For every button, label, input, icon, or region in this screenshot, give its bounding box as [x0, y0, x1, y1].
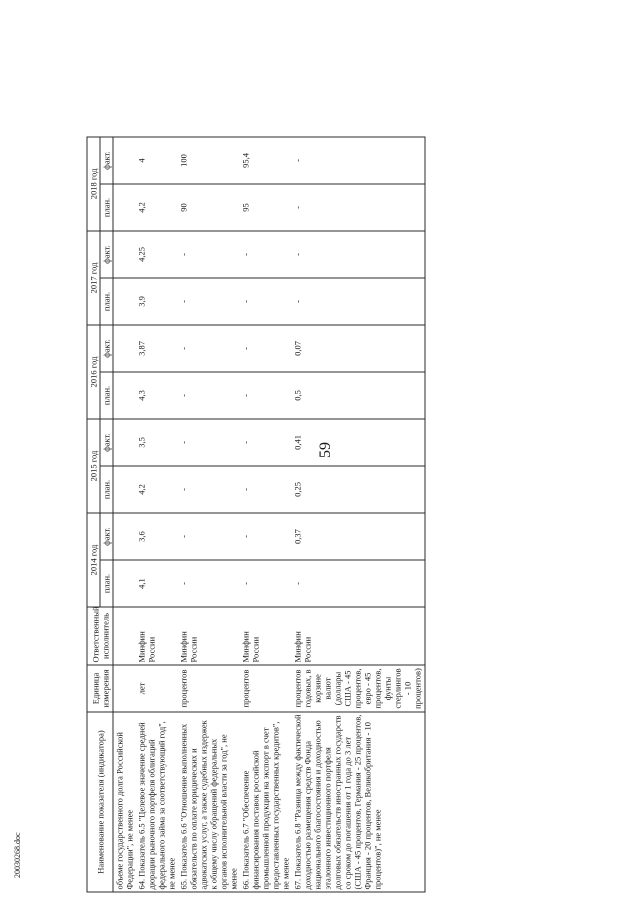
col-header-year: 2018 год	[87, 137, 100, 231]
col-header-name: Наименование показателя (индикатора)	[87, 712, 113, 892]
value-cell: -	[292, 278, 425, 325]
value-cell	[113, 231, 136, 278]
value-cell: 4,1	[136, 560, 178, 607]
col-header-responsible: Ответственный исполнитель	[87, 607, 113, 665]
value-cell: 95,4	[240, 137, 292, 184]
indicator-name: 65. Показатель 6.6 "Отношение выполненных обязательств по оплате юридических и адвокатских услуг, а также судебных издержек к общему числу обращений федеральных органов исполнительной власти за год", не менее	[178, 712, 240, 892]
value-cell: 90	[178, 184, 240, 231]
value-cell: -	[292, 137, 425, 184]
value-cell: 3,5	[136, 419, 178, 466]
unit-cell: процентов	[240, 665, 292, 712]
col-header-year: 2015 год	[87, 419, 100, 513]
value-cell: -	[178, 466, 240, 513]
value-cell	[113, 184, 136, 231]
table-row	[113, 137, 136, 892]
unit-cell: процентов годовых, в корзине валют (доллары США - 45 процентов, евро - 45 процентов, фунты стерлингов - 10 процентов)	[292, 665, 425, 712]
value-cell	[113, 278, 136, 325]
value-cell: -	[178, 278, 240, 325]
col-header-year: 2017 год	[87, 231, 100, 325]
value-cell	[113, 513, 136, 560]
value-cell: 4,2	[136, 466, 178, 513]
value-cell: 0,07	[292, 325, 425, 372]
value-cell	[113, 372, 136, 419]
value-cell	[113, 419, 136, 466]
value-cell: -	[178, 513, 240, 560]
value-cell: -	[240, 325, 292, 372]
indicator-name: 64. Показатель 6.5 "Целевое значение средней дюрации рыночного портфеля облигаций федерального займа за соответствующий год", не менее	[136, 712, 178, 892]
value-cell: -	[240, 513, 292, 560]
responsible-cell: Минфин России	[136, 607, 178, 665]
value-cell: -	[292, 184, 425, 231]
value-cell: -	[178, 325, 240, 372]
footer-filename: 20030268.doc	[13, 832, 22, 878]
col-header-plan: план.	[100, 184, 113, 231]
indicator-name: 67. Показатель 6.8 "Разница между фактической доходностью размещения средств Фонда национального благосостояния и доходностью эталонного инвестиционного портфеля долговых обязательств иностранных государств со сроком до погашения от 1 года до 3 лет (США - 45 процентов, Германия - 25 процентов, Франция - 20 процентов, Великобритания - 10 процентов)", не менее	[292, 712, 425, 892]
value-cell: 4,3	[136, 372, 178, 419]
col-header-plan: план.	[100, 466, 113, 513]
value-cell: -	[292, 231, 425, 278]
col-header-plan: план.	[100, 278, 113, 325]
responsible-cell: Минфин России	[178, 607, 240, 665]
value-cell: 4,25	[136, 231, 178, 278]
col-header-plan: план.	[100, 560, 113, 607]
value-cell: 4	[136, 137, 178, 184]
value-cell: -	[178, 231, 240, 278]
col-header-year: 2016 год	[87, 325, 100, 419]
col-header-fact: факт.	[100, 513, 113, 560]
value-cell: -	[178, 419, 240, 466]
value-cell: -	[178, 560, 240, 607]
indicator-name: объеме государственного долга Российской Федерации", не менее	[113, 712, 136, 892]
value-cell: -	[240, 372, 292, 419]
value-cell: -	[240, 278, 292, 325]
value-cell	[113, 325, 136, 372]
indicators-table-rotated	[87, 138, 443, 893]
table-row	[292, 137, 425, 892]
value-cell: -	[240, 560, 292, 607]
unit-cell: процентов	[178, 665, 240, 712]
unit-cell	[113, 665, 136, 712]
value-cell: 0,5	[292, 372, 425, 419]
value-cell: -	[292, 560, 425, 607]
value-cell: 3,87	[136, 325, 178, 372]
value-cell: 100	[178, 137, 240, 184]
value-cell: 95	[240, 184, 292, 231]
value-cell: 3,9	[136, 278, 178, 325]
responsible-cell: Минфин России	[292, 607, 425, 665]
col-header-plan: план.	[100, 372, 113, 419]
value-cell: 0,25	[292, 466, 425, 513]
value-cell: -	[178, 372, 240, 419]
col-header-unit: Единица измерения	[87, 665, 113, 712]
value-cell: 0,41	[292, 419, 425, 466]
value-cell	[113, 137, 136, 184]
value-cell: -	[240, 419, 292, 466]
col-header-fact: факт.	[100, 231, 113, 278]
col-header-fact: факт.	[100, 325, 113, 372]
value-cell: 4,2	[136, 184, 178, 231]
col-header-year: 2014 год	[87, 513, 100, 607]
value-cell	[113, 560, 136, 607]
table-row	[136, 137, 178, 892]
table-row	[240, 137, 292, 892]
indicators-table	[87, 136, 426, 892]
table-row	[178, 137, 240, 892]
value-cell	[113, 466, 136, 513]
col-header-fact: факт.	[100, 137, 113, 184]
col-header-fact: факт.	[100, 419, 113, 466]
value-cell: -	[240, 231, 292, 278]
value-cell: 0,37	[292, 513, 425, 560]
responsible-cell: Минфин России	[240, 607, 292, 665]
value-cell: 3,6	[136, 513, 178, 560]
indicator-name: 66. Показатель 6.7 "Обеспечение финансирования поставок российской промышленной продукции на экспорт в счет предоставленных государственных кредитов", не менее	[240, 712, 292, 892]
unit-cell: лет	[136, 665, 178, 712]
responsible-cell	[113, 607, 136, 665]
page-number: 59	[317, 442, 334, 458]
value-cell: -	[240, 466, 292, 513]
